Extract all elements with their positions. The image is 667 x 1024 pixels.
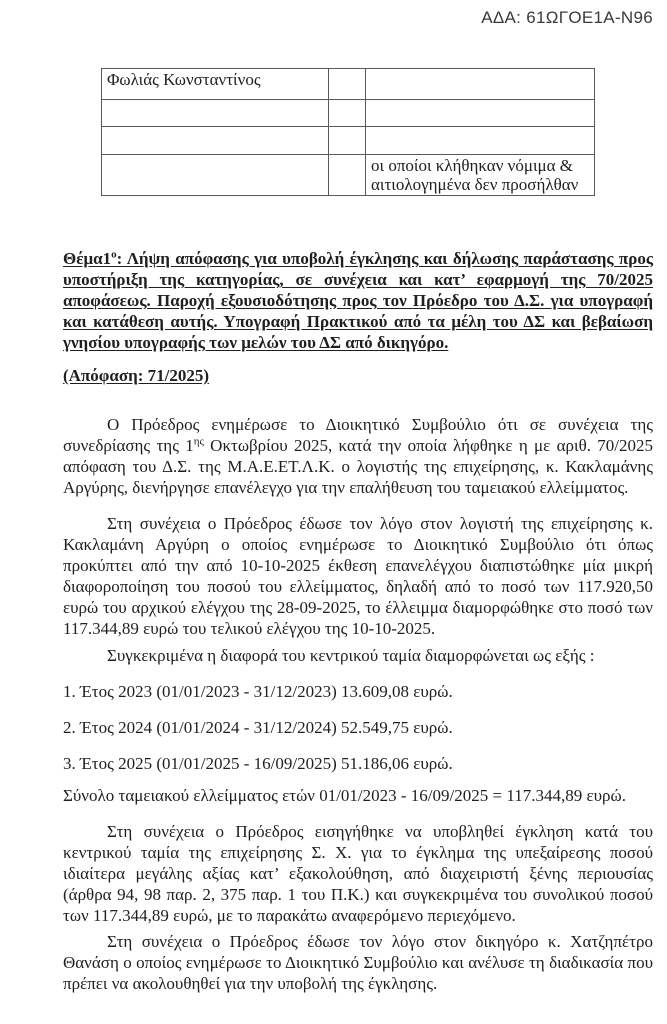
table-cell-name (102, 100, 329, 127)
paragraph-president-update (63, 414, 653, 498)
list-item-year-2023: 1. Έτος 2023 (01/01/2023 - 31/12/2023) 13.609,08 ευρώ. (63, 682, 453, 701)
paragraph-lawyer-briefing: Στη συνέχεια ο Πρόεδρος έδωσε τον λόγο στον δικηγόρο κ. Χατζηπέτρο Θανάση ο οποίος ενημέρωσε το Διοικητικό Συμβούλιο και ανέλυσε τη διαδικασία που πρέπει να ακολουθηθεί για την υποβολή της έγκλησης. (63, 932, 653, 993)
table-cell-note (366, 69, 595, 100)
attendance-table (101, 68, 595, 196)
table-cell-name (102, 155, 329, 196)
table-cell-mid (329, 127, 366, 155)
table-row (102, 127, 595, 155)
table-cell-note: οι οποίοι κλήθηκαν νόμιμα & αιτιολογημένα δεν προσήλθαν (366, 155, 595, 196)
paragraph-difference-intro: Συγκεκριμένα η διαφορά του κεντρικού ταμία διαμορφώνεται ως εξής : (107, 646, 595, 665)
table-row (102, 100, 595, 127)
ada-code: ΑΔΑ: 61ΩΓΟΕ1Α-Ν96 (481, 8, 653, 27)
paragraph-text: Οκτωβρίου 2025, κατά την οποία λήφθηκε η με αριθ. 70/2025 απόφαση του Δ.Σ. της Μ.Α.Ε.ΕΤ.Λ.Κ. ο λογιστής της επιχείρησης, κ. Κακλαμάνης Αργύρης, διενήργησε επανέλεγχο για την επαλήθευση του ταμειακού ελλείμματος. (63, 436, 653, 497)
paragraph-text: Ο Πρόεδρος ενημέρωσε το Διοικητικό Συμβούλιο ότι σε συνέχεια της συνεδρίασης της 1 (63, 415, 653, 455)
decision-number: (Απόφαση: 71/2025) (63, 366, 210, 385)
table-cell-mid (329, 155, 366, 196)
date-ordinal-sup: ης (193, 435, 204, 448)
paragraph-accountant-report: Στη συνέχεια ο Πρόεδρος έδωσε τον λόγο στον λογιστή της επιχείρησης κ. Κακλαμάνη Αργύρη ο οποίος ενημέρωσε το Διοικητικό Συμβούλιο ότι όπως προκύπτει από την από 10-10-2025 έκθεση επανελέγχου διαπιστώθηκε μία μικρή διαφοροποίηση του ποσού του ελλείμματος, δηλαδή από το ποσό των 117.920,50 ευρώ του αρχικού ελέγχου της 28-09-2025, το έλλειμμα διαμορφώθηκε στο ποσό των 117.344,89 ευρώ του τελικού ελέγχου της 10-10-2025. (63, 514, 653, 638)
table-cell-mid (329, 100, 366, 127)
total-deficit-line: Σύνολο ταμειακού ελλείμματος ετών 01/01/2023 - 16/09/2025 = 117.344,89 ευρώ. (63, 786, 626, 805)
list-item-year-2025: 3. Έτος 2025 (01/01/2025 - 16/09/2025) 51.186,06 ευρώ. (63, 754, 453, 773)
table-cell-mid (329, 69, 366, 100)
table-row (102, 69, 595, 100)
subject-prefix: Θέμα1 (63, 249, 112, 268)
subject-text: : Λήψη απόφασης για υποβολή έγκλησης και δήλωσης παράστασης προς υποστήριξη της κατηγορίας, σε συνέχεια και κατ’ εφαρμογή της 70/2025 αποφάσεως. Παροχή εξουσιοδότησης προς τον Πρόεδρο του Δ.Σ. για υπογραφή και κατάθεση αυτής. Υπογραφή Πρακτικού από τα μέλη του ΔΣ και βεβαίωση γνησίου υπογραφής των μελών του ΔΣ από δικηγόρο. (63, 249, 653, 352)
table-cell-name: Φωλιάς Κωνσταντίνος (102, 69, 329, 100)
table-cell-name (102, 127, 329, 155)
subject-heading (63, 248, 653, 353)
subject-ordinal-sup: ο (111, 248, 117, 261)
table-row (102, 155, 595, 196)
list-item-year-2024: 2. Έτος 2024 (01/01/2024 - 31/12/2024) 52.549,75 ευρώ. (63, 718, 453, 737)
table-cell-note (366, 100, 595, 127)
paragraph-complaint-proposal: Στη συνέχεια ο Πρόεδρος εισηγήθηκε να υποβληθεί έγκληση κατά του κεντρικού ταμία της επιχείρησης Σ. Χ. για το έγκλημα της υπεξαίρεσης ποσού ιδιαίτερα μεγάλης αξίας κατ’ εξακολούθηση, από διαχειριστή ξένης περιουσίας (άρθρα 94, 98 παρ. 2, 375 παρ. 1 του Π.Κ.) και συγκεκριμένα του συνολικού ποσού των 117.344,89 ευρώ, με το παρακάτω αναφερόμενο περιεχόμενο. (63, 822, 653, 925)
table-cell-note (366, 127, 595, 155)
